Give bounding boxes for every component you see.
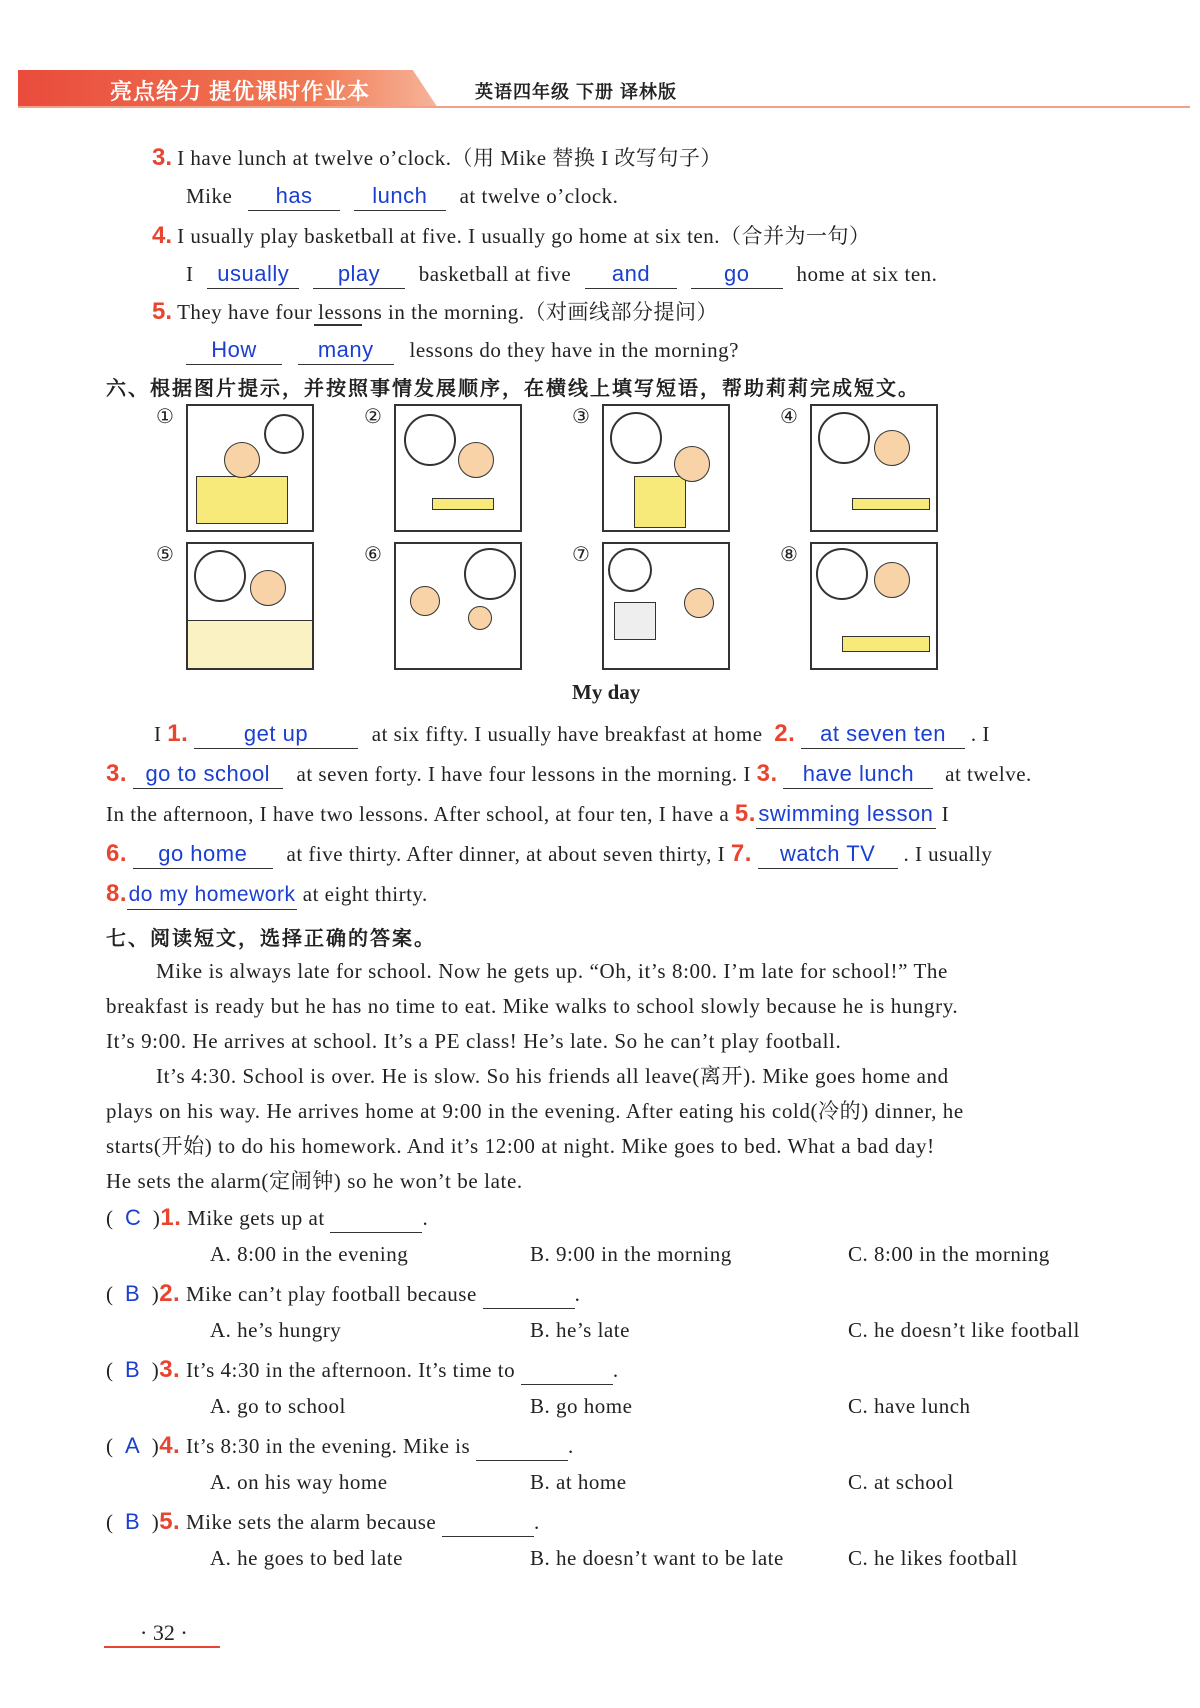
answer-text: do my homework — [128, 883, 296, 906]
picture-wake-up — [186, 404, 314, 532]
clock-icon — [194, 550, 246, 602]
answer-text: and — [611, 261, 651, 286]
answer-line-5: How many lessons do they have in the morning? — [186, 336, 739, 365]
option-c: C. at school — [848, 1470, 954, 1494]
answer-text: How — [211, 337, 257, 362]
picture-number: ⑥ — [364, 542, 382, 566]
clock-icon — [818, 412, 870, 464]
answer-line-3: Mike has lunch at twelve o’clock. — [186, 182, 618, 211]
picture-number: ① — [156, 404, 174, 428]
option-b: B. at home — [530, 1470, 627, 1494]
answer-text: has — [275, 183, 313, 208]
section-7-title: 七、阅读短文，选择正确的答案。 — [106, 926, 436, 950]
option-b: B. he doesn’t want to be late — [530, 1546, 784, 1570]
clock-icon — [816, 548, 868, 600]
clock-icon — [264, 414, 304, 454]
story-line-5: 8.do my homework at eight thirty. — [106, 880, 428, 910]
clock-icon — [610, 412, 662, 464]
mc-question: ( C )1. Mike gets up at . — [106, 1204, 429, 1231]
option-a: A. he goes to bed late — [210, 1546, 403, 1570]
book-subtitle: 英语四年级 下册 译林版 — [475, 82, 678, 102]
passage-line: starts(开始) to do his homework. And it’s 12:00 at night. Mike goes to bed. What a bad day! — [106, 1134, 935, 1158]
option-c: C. he doesn’t like football — [848, 1318, 1080, 1342]
girl-icon — [874, 562, 910, 598]
option-b: B. 9:00 in the morning — [530, 1242, 732, 1266]
question-3: 3. I have lunch at twelve o’clock.（用 Mike 替换 I 改写句子） — [152, 144, 722, 171]
answer-choice: B — [125, 1281, 141, 1306]
option-a: A. he’s hungry — [210, 1318, 342, 1342]
picture-number: ③ — [572, 404, 590, 428]
girl-icon — [224, 442, 260, 478]
picture-number: ② — [364, 404, 382, 428]
reading-passage — [106, 954, 1126, 1199]
question-prompt: They have four lessons in the morning.（对画线部分提问） — [177, 300, 718, 324]
option-a: A. on his way home — [210, 1470, 388, 1494]
passage-line: It’s 9:00. He arrives at school. It’s a PE class! He’s late. So he can’t play football. — [106, 1029, 842, 1053]
clock-icon — [464, 548, 516, 600]
answer-choice: B — [125, 1357, 141, 1382]
underline-mark — [314, 324, 362, 326]
table-icon — [852, 498, 930, 510]
answer-text: usually — [217, 261, 290, 286]
picture-number: ⑦ — [572, 542, 590, 566]
section-6-title: 六、根据图片提示，并按照事情发展顺序，在横线上填写短语，帮助莉莉完成短文。 — [106, 376, 920, 400]
mc-question: ( B )2. Mike can’t play football because . — [106, 1280, 581, 1307]
answer-text: get up — [243, 721, 309, 746]
answer-text: at seven ten — [820, 721, 946, 746]
question-5: 5. They have four lessons in the morning.（对画线部分提问） — [152, 298, 718, 325]
story-line-2: 3. go to school at seven forty. I have four lessons in the morning. I 3. have lunch at twelve. — [106, 760, 1032, 787]
answer-line-4: I usually play basketball at five and go home at six ten. — [186, 260, 937, 289]
passage-line: breakfast is ready but he has no time to eat. Mike walks to school slowly because he is hungry. — [106, 994, 959, 1018]
picture-watch-tv — [602, 542, 730, 670]
girl-icon — [250, 570, 286, 606]
picture-number: ⑤ — [156, 542, 174, 566]
mc-question: ( B )3. It’s 4:30 in the afternoon. It’s time to . — [106, 1356, 619, 1383]
picture-homework — [810, 542, 938, 670]
girl-icon — [410, 586, 440, 616]
passage-line: plays on his way. He arrives home at 9:00 in the evening. After eating his cold(冷的) dinner, he — [106, 1099, 964, 1123]
answer-choice: C — [125, 1205, 142, 1230]
passage-line: It’s 4:30. School is over. He is slow. So his friends all leave(离开). Mike goes home and — [156, 1064, 949, 1088]
table-icon — [432, 498, 494, 510]
option-c: C. 8:00 in the morning — [848, 1242, 1050, 1266]
answer-text: watch TV — [780, 841, 876, 866]
friend-icon — [468, 606, 492, 630]
passage-line: He sets the alarm(定闹钟) so he won’t be late. — [106, 1169, 523, 1193]
answer-text: lunch — [372, 183, 428, 208]
picture-go-home — [394, 542, 522, 670]
header-divider — [18, 106, 1190, 108]
answer-text: go to school — [145, 761, 271, 786]
answer-text: play — [337, 261, 381, 286]
option-c: C. have lunch — [848, 1394, 971, 1418]
option-a: A. 8:00 in the evening — [210, 1242, 409, 1266]
answer-choice: A — [125, 1433, 141, 1458]
desk-icon — [842, 636, 930, 652]
option-a: A. go to school — [210, 1394, 346, 1418]
option-b: B. he’s late — [530, 1318, 630, 1342]
girl-icon — [458, 442, 494, 478]
clock-icon — [608, 548, 652, 592]
bed-icon — [196, 476, 288, 524]
story-line-3: In the afternoon, I have two lessons. After school, at four ten, I have a 5. swimming lesson I — [106, 800, 950, 827]
picture-number: ④ — [780, 404, 798, 428]
picture-swimming — [186, 542, 314, 670]
answer-text: go home — [158, 841, 248, 866]
option-c: C. he likes football — [848, 1546, 1018, 1570]
option-b: B. go home — [530, 1394, 633, 1418]
girl-icon — [874, 430, 910, 466]
answer-text: many — [317, 337, 374, 362]
picture-number: ⑧ — [780, 542, 798, 566]
story-title: My day — [572, 680, 641, 704]
girl-icon — [674, 446, 710, 482]
picture-breakfast — [394, 404, 522, 532]
answer-text: go — [723, 261, 750, 286]
answer-text: have lunch — [802, 761, 915, 786]
answer-choice: B — [125, 1509, 141, 1534]
answer-text: swimming lesson — [758, 801, 934, 826]
clock-icon — [404, 414, 456, 466]
picture-grid — [152, 402, 952, 682]
footer-line — [104, 1646, 220, 1648]
book-title: 亮点给力 提优课时作业本 — [110, 79, 371, 104]
picture-lunch — [810, 404, 938, 532]
story-line-1: I 1. get up at six fifty. I usually have breakfast at home 2. at seven ten . I — [154, 720, 990, 747]
page-number: · 32 · — [140, 1620, 188, 1645]
passage-line: Mike is always late for school. Now he gets up. “Oh, it’s 8:00. I’m late for school!” The — [156, 959, 948, 983]
question-prompt: I usually play basketball at five. I usually go home at six ten.（合并为一句） — [177, 224, 871, 248]
girl-icon — [684, 588, 714, 618]
question-4: 4. I usually play basketball at five. I usually go home at six ten.（合并为一句） — [152, 222, 871, 249]
picture-school — [602, 404, 730, 532]
pool-icon — [188, 620, 312, 669]
question-prompt: I have lunch at twelve o’clock.（用 Mike 替换 I 改写句子） — [177, 146, 722, 170]
mc-question: ( A )4. It’s 8:30 in the evening. Mike is . — [106, 1432, 574, 1459]
tv-icon — [614, 602, 656, 640]
desk-icon — [634, 476, 686, 528]
mc-question: ( B )5. Mike sets the alarm because . — [106, 1508, 540, 1535]
story-line-4: 6. go home at five thirty. After dinner, at about seven thirty, I 7. watch TV . I usually — [106, 840, 993, 867]
